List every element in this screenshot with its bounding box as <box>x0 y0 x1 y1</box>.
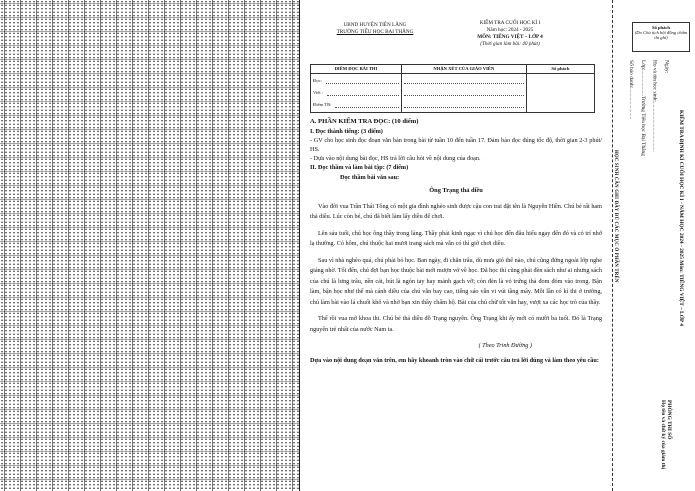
school-year: Năm học: 2024 - 2025 <box>486 27 534 34</box>
question-instruction: Dựa vào nội dung đoạn văn trên, em hãy khoanh tròn vào chữ cái trước câu trả lời đúng và làm theo yêu cầu: <box>310 356 599 364</box>
story-paragraph: Lên sáu tuổi, chú học ông thầy trong làng. Thầy phải kinh ngạc vì chú học đến đâu hiểu ngay đến đó và có trí nhớ lạ thường. Có hôm, chú thuộc hai mươi trang sách mà vẫn có thì giờ chơi diều. <box>310 229 602 248</box>
marks-row-label: Đọc: <box>313 78 322 84</box>
part2-title: II. Đọc thầm và làm bài tập: (7 điểm) <box>310 164 409 172</box>
marks-comment-cell[interactable] <box>401 74 526 113</box>
answer-grid-panel <box>0 0 300 491</box>
score-box-title: Số phách <box>651 25 670 30</box>
story-paragraph: Thế rồi vua mở khoa thi. Chú bé thả diều đỗ Trạng nguyên. Ông Trạng khi ấy mới có mười ba tuổi. Đó là Trạng nguyên trẻ nhất của nước Nam ta. <box>310 315 602 333</box>
room-number: PHÒNG THI SỐ <box>666 400 672 440</box>
info-candidate-number[interactable]: Số báo danh:....................... <box>627 60 634 120</box>
marks-code-cell <box>526 74 594 113</box>
score-code-box <box>632 22 690 52</box>
marks-col-score: ĐIỂM ĐỌC BÀI THI <box>311 65 402 74</box>
exam-title: KIỂM TRA CUỐI HỌC KÌ I <box>479 20 541 26</box>
story-source: ( Theo Trinh Đường ) <box>478 341 532 349</box>
header-right <box>445 20 575 48</box>
time-note: (Thời gian làm bài: 40 phút) <box>480 41 540 48</box>
story <box>310 202 602 336</box>
invigilator-signature <box>660 400 672 469</box>
story-title: Ông Trạng thả diều <box>429 187 483 195</box>
marks-row-label: Viết : <box>313 90 324 96</box>
cut-warning: HỌC SINH CẦN GHI ĐẦY ĐỦ CÁC MỤC Ở PHẦN TRÊN <box>613 150 618 283</box>
exam-page <box>305 0 605 491</box>
info-name[interactable]: Họ và tên học sinh:..................................... <box>651 60 658 152</box>
story-paragraph: Vào đời vua Trần Thái Tông có một gia đình nghèo sinh được cậu con trai đặt tên là Nguyễn Hiền. Chú bé rất ham thả diều. Lúc còn bé, chú đã biết làm lấy diều để chơi. <box>310 202 602 221</box>
part1-text2: - Dựa vào nội dung bài đọc, HS trả lời câu hỏi về nội dung của đoạn. <box>310 154 481 162</box>
marks-score-cell <box>311 74 402 113</box>
story-paragraph: Sau vì nhà nghèo quá, chú phải bỏ học. Ban ngày, đi chăn trâu, dù mưa gió thế nào, chú cũng đứng ngoài lớp nghe giảng nhờ. Tối đến, chú đợi bạn học thuộc bài mới mượn vở về học. Đã học thì cũng phải đèn sách như ai nhưng sách của chú là lưng trâu, nền cát, bút là ngón tay hay mảnh gạch vỡ; còn đèn là vỏ trứng thả đom đóm vào trong. Bận làm, bận học như thế mà cánh diều của chú vẫn bay cao, tiếng sáo vẫn vi vút tầng mây. Mỗi lần có kì thi ở trường, chú làm bài vào lá chuối khô và nhờ bạn xin thầy chấm hộ. Bài của chú chữ tốt văn hay, vượt xa các học trò của thầy. <box>310 256 602 306</box>
invigilator-label: Họ tên và chữ ký của giám thị <box>660 400 666 469</box>
marks-table <box>310 64 595 113</box>
exam-body <box>310 118 602 367</box>
info-class[interactable]: Lớp:...................Trường Tiểu học Bại Thắng <box>639 60 646 156</box>
subject: MÔN: TIẾNG VIỆT – LỚP 4 <box>477 34 543 41</box>
marks-col-comment: NHẬN XÉT CỦA GIÁO VIÊN <box>401 65 526 74</box>
strip-title: KIỂM TRA ĐỊNH KÌ CUỐI HỌC KÌ I - NĂM HỌC 2024 - 2025 Môn: TIẾNG VIỆT – LỚP 4 <box>678 110 684 326</box>
marks-col-code: Số phách <box>526 65 594 74</box>
student-info <box>624 60 672 156</box>
info-date[interactable]: Ngày: <box>663 60 670 74</box>
section-a-title: A. PHẦN KIỂM TRA ĐỌC: (10 điểm) <box>310 118 419 125</box>
marks-row-label: Điểm TB: <box>313 102 332 108</box>
school-name: TRƯỜNG TIỂU HỌC BẠI THẮNG <box>336 29 414 36</box>
district-name: UBND HUYỆN TIÊN LÃNG <box>343 22 407 28</box>
part1-title: I. Đọc thành tiếng: (3 điểm) <box>310 127 383 135</box>
header-left <box>315 22 435 36</box>
score-box-note: (Do Chủ tịch hội đồng chấm thi ghi) <box>634 30 688 40</box>
part1-text: - GV cho học sinh đọc đoạn văn bản trong bài từ tuần 10 đến tuần 17. Đảm bảo đọc đúng tốc độ, thời gian 2-3 phút/ HS. <box>310 137 602 153</box>
part2-subtitle: Đọc thầm bài văn sau: <box>340 173 400 181</box>
